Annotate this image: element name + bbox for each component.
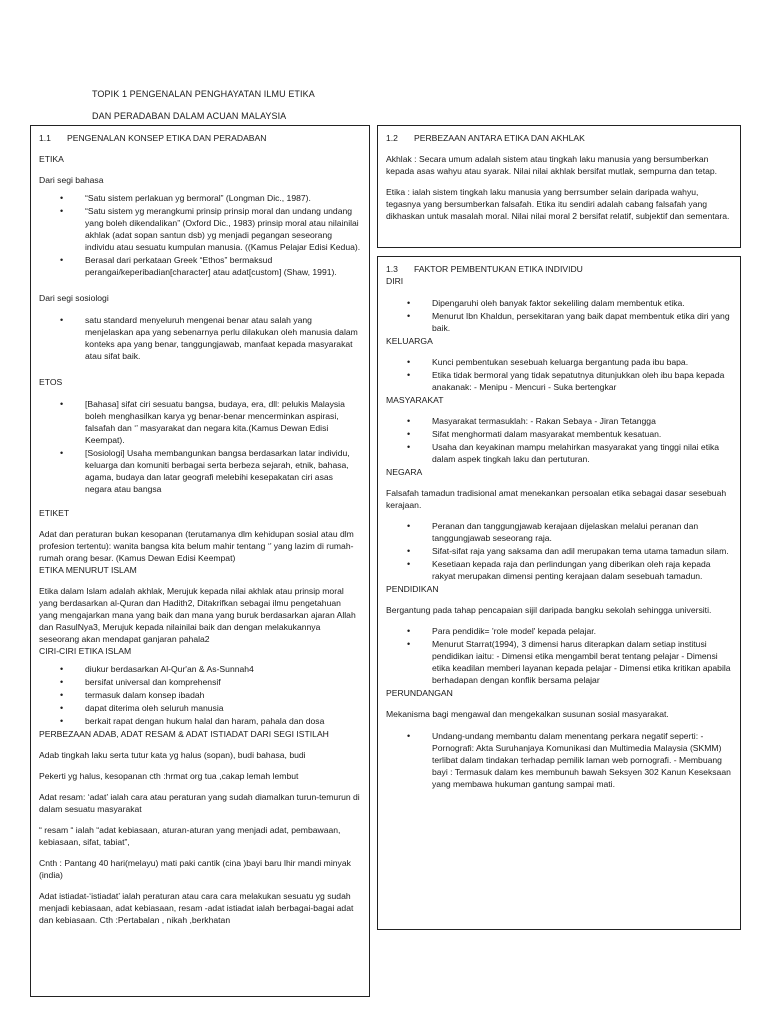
section-heading — [386, 263, 732, 275]
subheading-keluarga: KELUARGA — [386, 336, 433, 346]
adat-resam-text: Adat resam: ‘adat’ ialah cara atau peraturan yang sudah diamalkan turun-temurun di dalam sesuatu masyarakat — [39, 792, 360, 814]
list-item: • “Satu sistem yg merangkumi prinsip prinsip moral dan undang undang yang boleh dikendalikan” (Oxford Dic., 1983) prinsip moral atau nilainilai akhlak (adat sopan santun dsb) yg menjadi pegangan seseorang individu atau sesuatu kumpulan manusia. ((Kamus Pelajar Edisi Kedua). — [85, 205, 361, 253]
list-item: • “Satu sistem perlakuan yg bermoral” (Longman Dic., 1987). — [85, 192, 361, 204]
list-item: • Menurut Ibn Khaldun, persekitaran yang baik dapat membentuk etika diri yang baik. — [432, 310, 732, 334]
list-item: • dapat diterima oleh seluruh manusia — [85, 702, 361, 714]
list-item: • termasuk dalam konsep ibadah — [85, 689, 361, 701]
etiket-text: Adat dan peraturan bukan kesopanan (terutamanya dlm kehidupan sosial atau dlm profesion tertentu): wanita bangsa kita belum mahir tentang ‘’ yang lazim di rumah-rumah orang besar. (Kamus Dewan Edisi Keempat) — [39, 529, 354, 563]
list-item: • diukur berdasarkan Al-Qur'an & As-Sunnah4 — [85, 663, 361, 675]
list-item: • Undang-undang membantu dalam menentang perkara negatif seperti: - Pornografi: Akta Suruhanjaya Komunikasi dan Multimedia Malaysia (SKMM) terlibat dalam tindakan terhadap pemilik laman web pornografi. - Membuang bayi : Termasuk dalam kes membunuh bawah Seksyen 302 Kanun Keseksaan yang membawa hukuman gantung sampai mati. — [432, 730, 732, 790]
list-item: • Kesetiaan kepada raja dan perlindungan yang diberikan oleh raja kepada rakyat merupakan dimensi penting kerajaan dalam sesebuah tamadun. — [432, 558, 732, 582]
subheading-masyarakat: MASYARAKAT — [386, 395, 444, 405]
subheading-negara: NEGARA — [386, 467, 423, 477]
section-heading — [386, 132, 732, 144]
section-title: FAKTOR PEMBENTUKAN ETIKA INDIVIDU — [414, 264, 583, 274]
pekerti-text: Pekerti yg halus, kesopanan cth :hrmat org tua ,cakap lemah lembut — [39, 771, 299, 781]
label-segi-sosiologi: Dari segi sosiologi — [39, 293, 109, 303]
list-item: • Sifat menghormati dalam masyarakat membentuk kesatuan. — [432, 428, 732, 440]
list-item: • Sifat-sifat raja yang saksama dan adil merupakan tema utama tamadun silam. — [432, 545, 732, 557]
ciri-list — [39, 663, 361, 727]
resam-text: “ resam “ ialah “adat kebiasaan, aturan-aturan yang menjadi adat, pembawaan, kebiasaan, sifat, tabiat”, — [39, 825, 341, 847]
section-1-1-box — [30, 125, 370, 997]
section-number: 1.1 — [39, 133, 51, 143]
etika-text: Etika : ialah sistem tingkah laku manusia yang berrsumber selain daripada wahyu, tegasnya yang bersumberkan falsafah. Etika itu sendiri adalah cabang falsafah yang dikhaskan untuk masalah moral. Nilai nilai moral 2 bersifat relatif, subjektif dan sementara. — [386, 187, 730, 221]
adat-istiadat-text: Adat istiadat-‘istiadat’ ialah peraturan atau cara cara melakukan sesuatu yg sudah menjadi kebiasaan, adat kebiasaan, resam -adat istiadat ialah berbagai-bagai adat dan kebiasaan. Cth :Pertabalan , nikah ,berkhatan — [39, 891, 354, 925]
sosiologi-list — [39, 314, 361, 362]
list-item: • Kunci pembentukan sesebuah keluarga bergantung pada ibu bapa. — [432, 356, 732, 368]
etos-list — [39, 398, 361, 495]
section-number: 1.3 — [386, 264, 398, 274]
subheading-pendidikan: PENDIDIKAN — [386, 584, 439, 594]
list-item: • Etika tidak bermoral yang tidak sepatutnya ditunjukkan oleh ibu bapa kepada anakanak: - Menipu - Mencuri - Suka bertengkar — [432, 369, 732, 393]
etika-islam-text: Etika dalam Islam adalah akhlak, Merujuk kepada nilai akhlak atau prinsip moral yang berdasarkan al-Quran dan Hadith2, Ditakrifkan sebagai ilmu pengetahuan yang mengajarkan mana yang baik dan mana yang buruk berdasarkan ajaran Allah dan RasulNya3, Merujuk kepada nilainilai baik dan dengan melakukannya seseorang akan mendapat ganjaran pahala2 — [39, 586, 356, 644]
label-segi-bahasa: Dari segi bahasa — [39, 175, 104, 185]
list-item: • berkait rapat dengan hukum halal dan haram, pahala dan dosa — [85, 715, 361, 727]
subheading-etika-islam: ETIKA MENURUT ISLAM — [39, 565, 137, 575]
subheading-etos: ETOS — [39, 377, 63, 387]
list-item: • Masyarakat termasuklah: - Rakan Sebaya - Jiran Tetangga — [432, 415, 732, 427]
list-item: • Usaha dan keyakinan mampu melahirkan masyarakat yang tinggi nilai etika dalam aspek tingkah laku dan pertuturan. — [432, 441, 732, 465]
subheading-diri: DIRI — [386, 276, 404, 286]
doc-title-line-1: TOPIK 1 PENGENALAN PENGHAYATAN ILMU ETIKA — [92, 89, 315, 99]
cnth-text: Cnth : Pantang 40 hari(melayu) mati paki cantik (cina )bayi baru lhir mandi minyak (india) — [39, 858, 351, 880]
pendidikan-list — [386, 625, 732, 686]
list-item: • Peranan dan tanggungjawab kerajaan dijelaskan melalui peranan dan tanggungjawab seseorang raja. — [432, 520, 732, 544]
section-heading — [39, 132, 361, 144]
negara-list — [386, 520, 732, 582]
subheading-perundangan: PERUNDANGAN — [386, 688, 453, 698]
section-title: PENGENALAN KONSEP ETIKA DAN PERADABAN — [67, 133, 267, 143]
perundangan-text: Mekanisma bagi mengawal dan mengekalkan susunan sosial masyarakat. — [386, 709, 669, 719]
diri-list — [386, 297, 732, 334]
list-item: • satu standard menyeluruh mengenai benar atau salah yang menjelaskan apa yang sebenarnya perlu dilakukan oleh manusia dalam konteks apa yang benar, tanggungjawab, manfaat kepada masyarakat atau sifat baik. — [85, 314, 361, 362]
list-item: • [Bahasa] sifat ciri sesuatu bangsa, budaya, era, dll: pelukis Malaysia boleh menghasilkan karya yg benar-benar mencerminkan aspirasi, falsafah dan ‘’ masyarakat dan negara kita.(Kamus Dewan Edisi Keempat). — [85, 398, 361, 446]
list-item: • Menurut Starrat(1994), 3 dimensi harus diterapkan dalam setiap institusi pendidikan iaitu: - Dimensi etika mengambil berat tentang pelajar - Dimensi etika keadilan memberi layanan kepada pelajar - Dimensi etika kritikan apabila berhadapan dengan konflik bersama pelajar — [432, 638, 732, 686]
subheading-etiket: ETIKET — [39, 508, 70, 518]
akhlak-text: Akhlak : Secara umum adalah sistem atau tingkah laku manusia yang bersumberkan kepada asas wahyu atau syarak. Nilai nilai akhlak bersifat mutlak, sempurna dan tetap. — [386, 154, 718, 176]
subheading-etika: ETIKA — [39, 154, 64, 164]
section-title: PERBEZAAN ANTARA ETIKA DAN AKHLAK — [414, 133, 585, 143]
list-item: • Berasal dari perkataan Greek “Ethos” bermaksud perangai/keperibadian[character] atau adat[custom] (Shaw, 1991). — [85, 254, 361, 278]
perundangan-list — [386, 730, 732, 790]
masyarakat-list — [386, 415, 732, 465]
pendidikan-text: Bergantung pada tahap pencapaian sijil daripada bangku sekolah sehingga universiti. — [386, 605, 712, 615]
list-item: • bersifat universal dan komprehensif — [85, 676, 361, 688]
section-1-2-box — [377, 125, 741, 248]
keluarga-list — [386, 356, 732, 393]
list-item: • Dipengaruhi oleh banyak faktor sekeliling dalam membentuk etika. — [432, 297, 732, 309]
negara-text: Falsafah tamadun tradisional amat menekankan persoalan etika sebagai dasar sesebuah kerajaan. — [386, 488, 727, 510]
section-number: 1.2 — [386, 133, 398, 143]
subheading-perbezaan-adab: PERBEZAAN ADAB, ADAT RESAM & ADAT ISTIADAT DARI SEGI ISTILAH — [39, 729, 329, 739]
section-1-3-box — [377, 256, 741, 930]
bahasa-list — [39, 192, 361, 278]
adab-text: Adab tingkah laku serta tutur kata yg halus (sopan), budi bahasa, budi — [39, 750, 306, 760]
subheading-ciri-etika-islam: CIRI-CIRI ETIKA ISLAM — [39, 646, 132, 656]
list-item: • Para pendidik= 'role model' kepada pelajar. — [432, 625, 732, 637]
list-item: • [Sosiologi] Usaha membangunkan bangsa berdasarkan latar individu, keluarga dan komuniti berbagai serta berbeza sejarah, etnik, bahasa, agama, budaya dan latar geografi melebihi kesepakatan ciri asas negara atau bangsa — [85, 447, 361, 495]
doc-title-line-2: DAN PERADABAN DALAM ACUAN MALAYSIA — [92, 111, 287, 121]
